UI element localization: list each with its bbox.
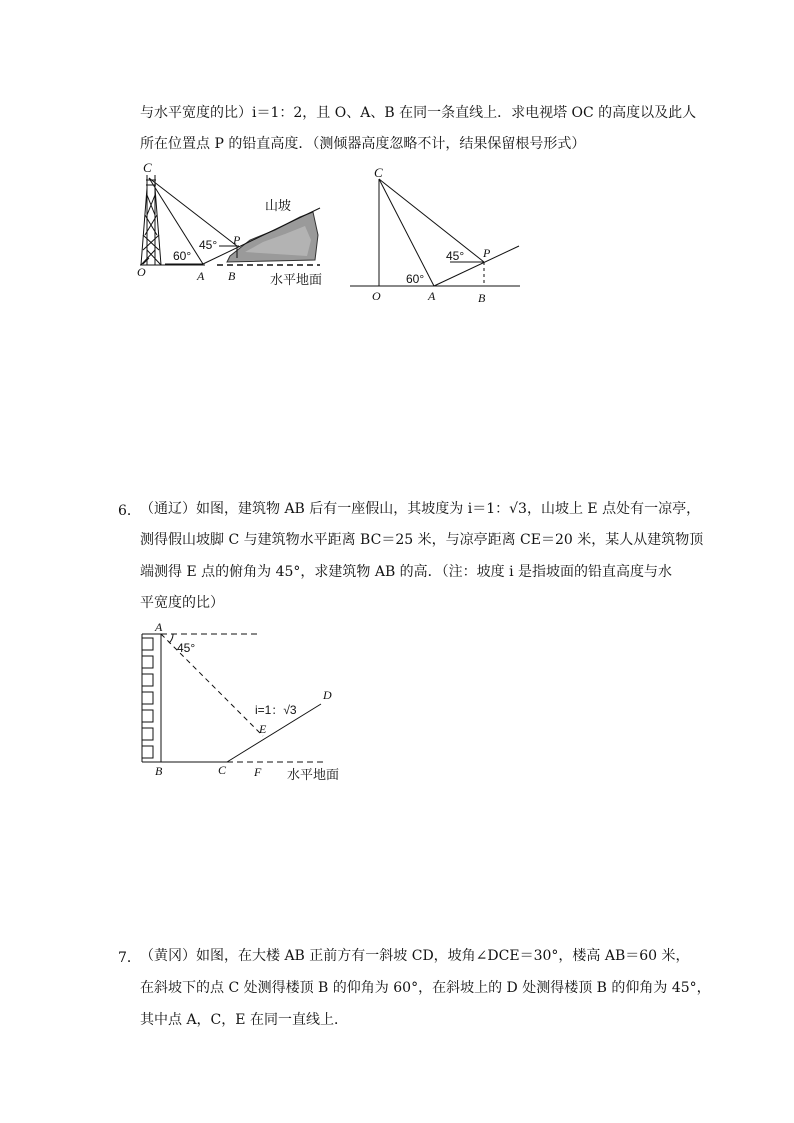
angle-45: 45° [446,249,465,263]
problem6-figure [135,620,365,790]
angle-45: 45° [199,238,218,252]
angle-45: 45° [177,641,196,655]
problem6-line4: 平宽度的比） [140,595,224,611]
problem6-number: 6． [118,503,141,519]
label-B: B [228,269,236,283]
label-O: O [372,289,381,303]
ground-label: 水平地面 [270,272,323,287]
label-A: A [428,289,436,303]
tower-icon [141,175,161,265]
label-F: F [254,765,262,779]
label-A: A [155,620,163,634]
problem5-line2: 所在位置点 P 的铅直高度．（测倾器高度忽略不计，结果保留根号形式） [140,136,586,152]
label-A: A [197,269,205,283]
label-P: P [483,246,491,260]
label-C: C [143,160,152,175]
angle-60: 60° [406,272,425,286]
problem6-line2: 测得假山坡脚 C 与建筑物水平距离 BC＝25 米，与凉亭距离 CE＝20 米，某人从建筑物顶 [140,532,704,548]
building-windows [142,638,153,758]
problem6-line1: （通辽）如图，建筑物 AB 后有一座假山，其坡度为 i＝1：√3，山坡上 E 点处有一凉亭， [140,501,701,517]
label-B: B [478,291,486,305]
problem5-figure-right [348,165,528,305]
label-C: C [218,763,227,777]
angle-60: 60° [173,249,192,263]
problem6-line3: 端测得 E 点的俯角为 45°，求建筑物 AB 的高．（注：坡度 i 是指坡面的铅直高度与水 [140,564,673,580]
problem7-line2: 在斜坡下的点 C 处测得楼顶 B 的仰角为 60°，在斜坡上的 D 处测得楼顶 B 的仰角为 45°， [140,980,711,996]
slope-label: 山坡 [265,198,292,213]
label-C: C [374,165,383,180]
label-B: B [155,764,163,778]
label-O: O [137,265,146,279]
label-E: E [259,722,267,736]
problem7-number: 7． [118,950,141,966]
problem5-line1: 与水平宽度的比）i＝1：2，且 O、A、B 在同一条直线上．求电视塔 OC 的高度以及此人 [140,105,697,121]
label-D: D [323,688,332,702]
slope-ratio: i=1：√3 [255,703,297,717]
problem7-line1: （黄冈）如图，在大楼 AB 正前方有一斜坡 CD，坡角∠DCE＝30°，楼高 AB＝60 米， [140,948,690,964]
ground-label: 水平地面 [287,767,340,782]
problem5-figure-left [135,160,335,290]
problem7-line3: 其中点 A，C，E 在同一直线上． [140,1012,348,1028]
label-P: P [233,233,241,247]
